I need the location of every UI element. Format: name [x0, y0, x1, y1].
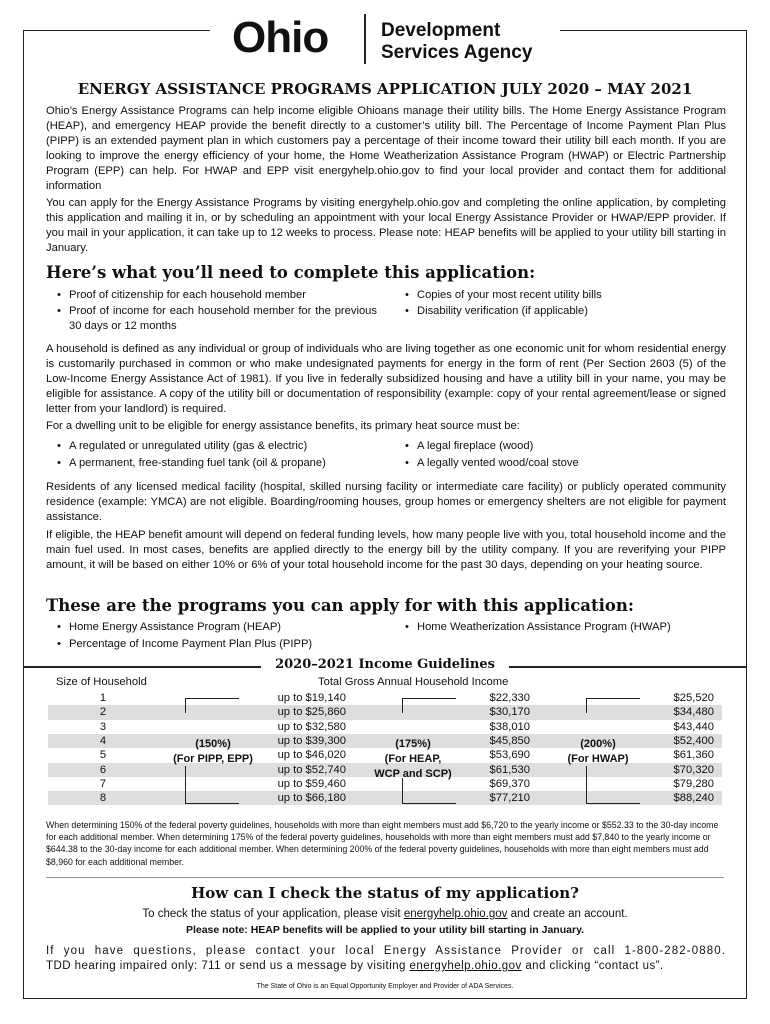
- cell-size: 5: [99, 749, 107, 762]
- heat-item-4: • A legally vented wood/coal stove: [405, 457, 579, 469]
- energyhelp-link[interactable]: energyhelp.ohio.gov: [403, 908, 508, 920]
- table-row: [48, 720, 722, 734]
- intro-paragraph-2: You can apply for the Energy Assistance Programs by visiting energyhelp.ohio.gov and completing the online application, by completing this application and mailing it in, or by scheduling an appointment with your local Energy Assistance Provider or HWAP/EPP provider. If you mail in your application, it can take up to 12 weeks to process. Please note: HEAP benefits will be applied to your utility bill starting in January.: [46, 197, 726, 254]
- heat-source-intro: For a dwelling unit to be eligible for energy assistance benefits, its primary heat source must be:: [46, 420, 520, 432]
- cell-size: 4: [99, 734, 107, 747]
- cell-p175: $61,530: [489, 763, 530, 776]
- bracket-175-top: [402, 698, 456, 699]
- cell-p150: up to $32,580: [277, 720, 346, 733]
- logo-divider: [364, 14, 366, 64]
- heat-item-3-text: A legal fireplace (wood): [417, 440, 534, 452]
- tdd-line-text: TDD hearing impaired only: 711 or send us a message by visiting: [46, 960, 410, 972]
- need-item-1-text: Proof of citizenship for each household member: [69, 289, 306, 301]
- contact-line: If you have questions, please contact your local Energy Assistance Provider or call 1-800-282-0880.: [46, 945, 726, 957]
- bracket-175-bottom: [402, 803, 456, 804]
- group-175-label-2: WCP and SCP): [374, 768, 452, 780]
- agency-line-2: Services Agency: [381, 42, 533, 63]
- need-item-3-text: Copies of your most recent utility bills: [417, 289, 602, 301]
- cell-p200: $52,400: [673, 734, 714, 747]
- income-footnote: When determining 150% of the federal poverty guidelines, households with more than eight members must add $6,720 to the yearly income or $552.33 to the 30-day income for each additional member. When determining 175% of the federal poverty guidelines, households with more than eight members must add $7,840 to the yearly income or $644.38 to the 30-day income for each additional member. When determining 200% of the federal poverty guidelines, households with more than eight members must add $8,960 for each additional member.: [46, 820, 719, 867]
- heat-item-2: • A permanent, free-standing fuel tank (oil & propane): [57, 457, 326, 469]
- col-size-header: Size of Household: [56, 676, 147, 688]
- program-item-heap-text: Home Energy Assistance Program (HEAP): [69, 621, 282, 633]
- group-200-pct: (200%): [580, 738, 616, 750]
- bracket-150-top: [185, 698, 239, 699]
- cell-p175: $22,330: [489, 692, 530, 704]
- bracket-200-upper: [586, 698, 587, 713]
- group-150-label: (For PIPP, EPP): [173, 753, 253, 765]
- agency-name: [381, 20, 532, 64]
- program-item-heap: • Home Energy Assistance Program (HEAP): [57, 621, 282, 633]
- group-175-pct: (175%): [395, 738, 431, 750]
- need-item-4: • Disability verification (if applicable): [405, 305, 588, 317]
- cell-size: 2: [99, 706, 107, 719]
- col-total-header: Total Gross Annual Household Income: [318, 676, 509, 688]
- programs-heading: These are the programs you can apply for with this application:: [46, 596, 634, 615]
- tdd-line: [46, 959, 726, 974]
- cell-p175: $38,010: [489, 720, 530, 733]
- bracket-200-bottom: [586, 803, 640, 804]
- bracket-200-top: [586, 698, 640, 699]
- table-row: [48, 705, 722, 719]
- contact-us-link[interactable]: energyhelp.ohio.gov: [409, 960, 522, 972]
- cell-size: 7: [99, 777, 107, 790]
- group-175: [368, 737, 458, 782]
- program-item-pipp-text: Percentage of Income Payment Plan Plus (PIPP): [69, 638, 313, 650]
- status-note: Please note: HEAP benefits will be applied to your utility bill starting in January.: [185, 924, 585, 936]
- cell-p150: up to $25,860: [277, 706, 346, 719]
- group-175-label-1: (For HEAP,: [384, 753, 442, 765]
- household-paragraph: A household is defined as any individual or group of individuals who are living together as one economic unit for whom residential energy is customarily purchased in common or who make undesignated payments for energy in the form of rent (Per Section 2603 (5) of the Low-Income Energy Assistance Act of 1981). If you live in federally subsidized housing and have a utility bill in your name, you may be eligible for assistance. A copy of the utility bill or documentation of responsibility (example: copy of your rental agreement/lease or signed letter from your landlord) is required.: [46, 343, 726, 415]
- cell-p175: $45,850: [489, 734, 530, 747]
- need-item-1: • Proof of citizenship for each household member: [57, 289, 306, 301]
- cell-p150: up to $19,140: [277, 692, 346, 704]
- need-item-2: • Proof of income for each household member for the previous 30 days or 12 months: [57, 305, 377, 332]
- group-200: [553, 737, 643, 767]
- cell-p200: $34,480: [673, 706, 714, 719]
- cell-p200: $61,360: [673, 749, 714, 762]
- cell-p150: up to $46,020: [277, 749, 346, 762]
- contact-info: [46, 944, 726, 974]
- footer-statement: The State of Ohio is an Equal Opportunity Employer and Provider of ADA Services.: [256, 983, 514, 990]
- status-line-1: [23, 908, 747, 920]
- ineligible-paragraph: Residents of any licensed medical facility (hospital, skilled nursing facility or intermediate care facility) or publicly operated community residence (example: YMCA) are not eligible. Boarding/rooming houses, group homes or emergency shelters are not eligible for payment assistance.: [46, 481, 726, 523]
- heat-item-1-text: A regulated or unregulated utility (gas & electric): [69, 440, 308, 452]
- cell-p200: $43,440: [673, 720, 714, 733]
- cell-p200: $88,240: [673, 792, 714, 805]
- bracket-150-lower: [185, 766, 186, 803]
- cell-p200: $79,280: [673, 777, 714, 790]
- cell-p175: $69,370: [489, 777, 530, 790]
- cell-p200: $70,320: [673, 763, 714, 776]
- cell-p150: up to $39,300: [277, 734, 346, 747]
- cell-p175: $30,170: [489, 706, 530, 719]
- section-divider: [46, 877, 724, 878]
- need-item-4-text: Disability verification (if applicable): [417, 305, 588, 317]
- group-150: [148, 737, 278, 767]
- status-line-1-text: To check the status of your application, please visit: [142, 908, 404, 920]
- benefit-paragraph: If eligible, the HEAP benefit amount will depend on federal funding levels, how many people live with you, total household income and the main fuel used. In most cases, benefits are applied directly to the energy bill by the utility company. If you are reverifying your PIPP amount, it will be based on either 10% or 6% of your total household income for the past 30 days, depending on your heating source.: [46, 529, 726, 571]
- ohio-logo: Ohio: [232, 13, 329, 62]
- cell-size: 3: [99, 720, 107, 733]
- bracket-175-upper: [402, 698, 403, 713]
- bracket-150-bottom: [185, 803, 239, 804]
- cell-p175: $53,690: [489, 749, 530, 762]
- heat-item-4-text: A legally vented wood/coal stove: [417, 457, 579, 469]
- income-guidelines-title: 2020–2021 Income Guidelines: [275, 657, 495, 672]
- intro-paragraph-1: Ohio’s Energy Assistance Programs can help income eligible Ohioans manage their utility bills. The Home Energy Assistance Program (HEAP), and emergency HEAP provide the benefit directly to a customer’s utility bill. The Percentage of Income Payment Plan Plus (PIPP) is an extended payment plan in which customers pay a percentage of their income toward their utility bill each month. If you are looking to improve the energy efficiency of your home, the Home Weatherization Assistance Program (HWAP) or Electric Partnership Program (EPP) can help. For HWAP and EPP visit energyhelp.ohio.gov to find your local provider and contact them for additional information: [46, 105, 726, 192]
- cell-p200: $25,520: [673, 692, 714, 704]
- need-heading: Here’s what you’ll need to complete this application:: [46, 263, 536, 282]
- cell-p150: up to $59,460: [277, 777, 346, 790]
- cell-p150: up to $66,180: [277, 792, 346, 805]
- cell-p175: $77,210: [489, 792, 530, 805]
- program-item-pipp: • Percentage of Income Payment Plan Plus (PIPP): [57, 638, 313, 650]
- bracket-200-lower: [586, 766, 587, 803]
- status-heading: How can I check the status of my application?: [191, 884, 579, 902]
- heat-item-2-text: A permanent, free-standing fuel tank (oil & propane): [69, 457, 326, 469]
- cell-size: 8: [99, 792, 107, 805]
- cell-size: 1: [99, 692, 107, 704]
- program-item-hwap: • Home Weatherization Assistance Program (HWAP): [405, 621, 671, 633]
- need-item-3: • Copies of your most recent utility bills: [405, 289, 602, 301]
- program-item-hwap-text: Home Weatherization Assistance Program (HWAP): [417, 621, 671, 633]
- document-title: ENERGY ASSISTANCE PROGRAMS APPLICATION JULY 2020 – MAY 2021: [77, 80, 693, 98]
- group-200-label: (For HWAP): [567, 753, 629, 765]
- cell-p150: up to $52,740: [277, 763, 346, 776]
- tdd-line-end: and clicking “contact us”.: [521, 960, 664, 972]
- status-line-1-end: and create an account.: [507, 908, 628, 920]
- heat-item-3: • A legal fireplace (wood): [405, 440, 534, 452]
- heat-item-1: • A regulated or unregulated utility (gas & electric): [57, 440, 308, 452]
- cell-size: 6: [99, 763, 107, 776]
- bracket-150-upper: [185, 698, 186, 713]
- agency-line-1: Development: [381, 20, 501, 41]
- need-item-2-text: Proof of income for each household member for the previous 30 days or 12 months: [69, 305, 377, 332]
- group-150-pct: (150%): [195, 738, 231, 750]
